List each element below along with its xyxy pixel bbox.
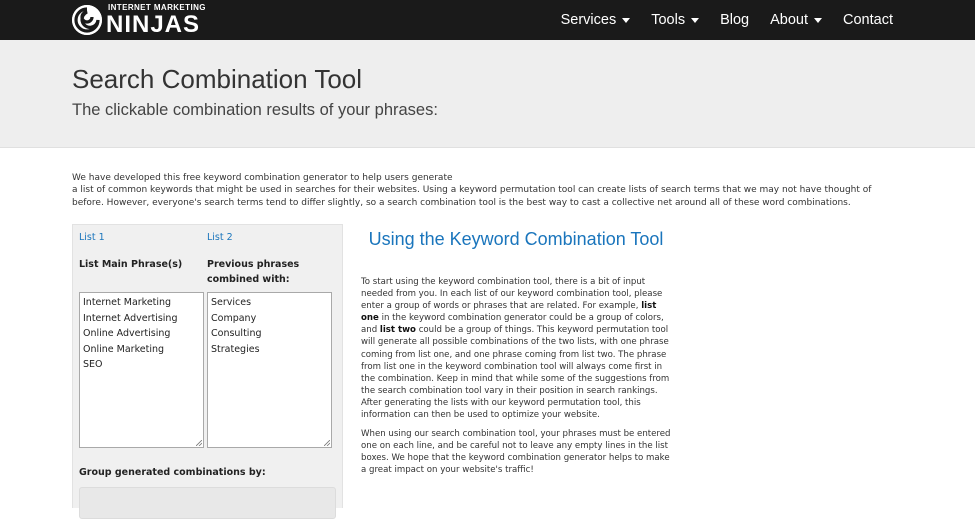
intro-line-1: We have developed this free keyword combination generator to help users generate [72, 173, 453, 183]
list-1-textarea[interactable] [79, 292, 204, 448]
resize-grip-icon[interactable] [324, 440, 330, 446]
caret-down-icon [814, 18, 822, 23]
main-nav [540, 0, 893, 40]
nav-blog[interactable]: Blog [720, 12, 750, 28]
list-1-line: Online Advertising [83, 328, 171, 339]
article-body [361, 276, 675, 484]
group-by-label: Group generated combinations by: [79, 467, 266, 478]
article-title: Using the Keyword Combination Tool [368, 229, 664, 249]
logo-wordmark: NINJAS [106, 10, 201, 38]
hero-banner [0, 40, 975, 148]
group-by-options[interactable] [79, 487, 336, 519]
intro-text [72, 172, 892, 209]
list-2-textarea[interactable] [207, 292, 332, 448]
site-logo[interactable] [72, 3, 206, 37]
list-2-heading: List 2 [207, 232, 233, 243]
list-2-label: Previous phrases combined with: [207, 259, 300, 285]
caret-down-icon [622, 18, 630, 23]
list-1-line: Online Marketing [83, 343, 165, 355]
list-two-emphasis: list two [379, 325, 416, 336]
list-2-line: Strategies [211, 343, 260, 355]
article-paragraph-1: To start using the keyword combination tool, there is a bit of input needed from you. In each list of our keyword combination tool, please enter a group of words or phrases that are related. For example, list one in the keyword combination generator could be a group of colors, and list two could be a group of things. This keyword permutation tool will generate all possible combinations of the two lists, with one phrase coming from list one, and one phrase coming from list two. The phrase from list one in the keyword combination tool will always come first in the combination. Keep in mind that while some of the suggestions from the search combination tool vary in their position in search rankings. After generating the lists with our keyword permutation tool, this information can then be used to optimize your website. [361, 277, 670, 421]
ninja-swirl-icon [72, 5, 102, 35]
page-title: Search Combination Tool [72, 64, 363, 94]
resize-grip-icon[interactable] [196, 440, 202, 446]
list-1-label: List Main Phrase(s) [79, 259, 183, 270]
list-2-line: Services [211, 297, 252, 308]
list-1-line: Internet Advertising [83, 312, 178, 324]
list-1-line: Internet Marketing [83, 297, 172, 308]
intro-line-2: a list of common keywords that might be used in searches for their websites. Using a keyword permutation tool can create lists of search terms that we may not have thought of before. However, everyone's search terms tend to differ slightly, so a search combination tool is the best way to cast a collective net around all of these word combinations. [72, 185, 872, 208]
list-2-line: Company [211, 312, 257, 324]
nav-services[interactable]: Services [561, 12, 631, 28]
list-one-emphasis: list one [361, 301, 657, 324]
list-1-heading: List 1 [79, 232, 105, 243]
logo-tagline: INTERNET MARKETING [108, 2, 206, 12]
nav-about[interactable]: About [770, 12, 822, 28]
caret-down-icon [691, 18, 699, 23]
nav-contact[interactable]: Contact [843, 12, 893, 28]
page-subtitle: The clickable combination results of your phrases: [72, 101, 438, 119]
article-paragraph-2: When using our search combination tool, your phrases must be entered one on each line, and be careful not to leave any empty lines in the list boxes. We hope that the keyword combination generator helps to make a great impact on your website's traffic! [361, 429, 671, 476]
list-2-line: Consulting [211, 328, 262, 339]
nav-tools[interactable]: Tools [651, 12, 699, 28]
combination-tool-panel [72, 224, 343, 508]
list-1-line: SEO [83, 359, 103, 370]
top-navbar [0, 0, 975, 40]
